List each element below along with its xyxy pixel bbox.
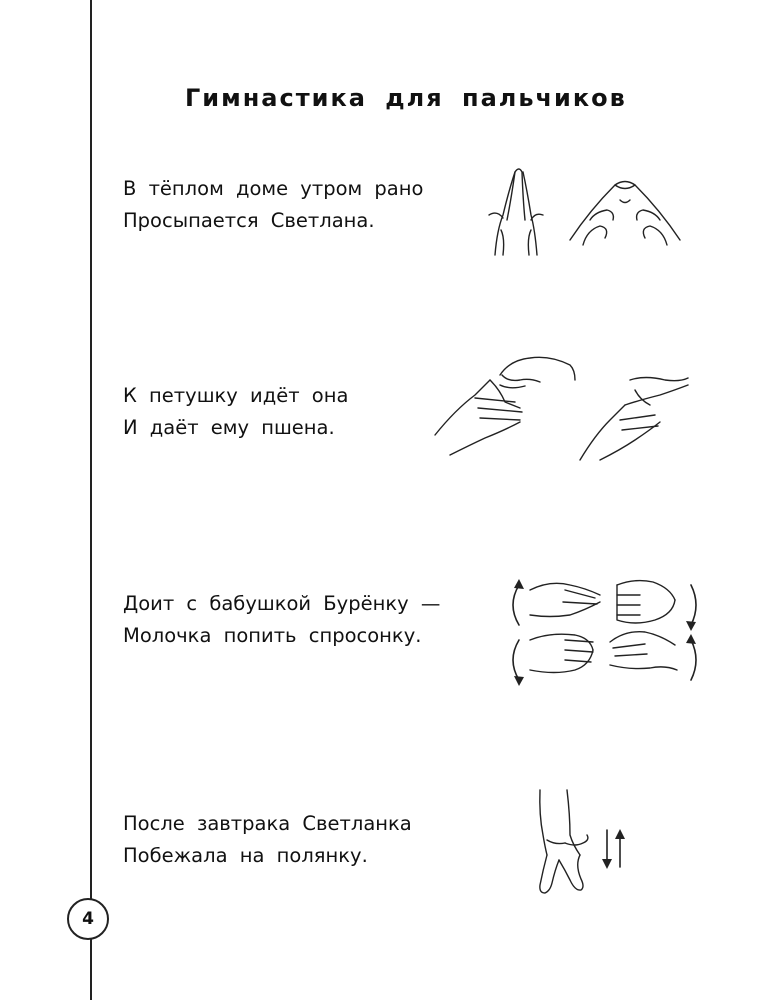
verse-4: [123, 808, 412, 872]
hands-feeding-illustration: [430, 350, 695, 465]
hand-running-fingers-illustration: [525, 785, 635, 900]
verse-2: [123, 380, 348, 444]
verse-1: [123, 173, 423, 237]
page-title: Гимнастика для пальчиков: [185, 84, 627, 112]
verse-line: К петушку идёт она: [123, 384, 349, 407]
verse-line: Побежала на полянку.: [123, 844, 368, 867]
verse-line: Доит с бабушкой Бурёнку —: [123, 592, 441, 615]
hands-milking-illustration: [505, 570, 700, 695]
verse-line: После завтрака Светланка: [123, 812, 412, 835]
verse-line: Молочка попить спросонку.: [123, 624, 422, 647]
page-number-badge: 4: [67, 898, 109, 940]
hands-roof-illustration: [475, 160, 705, 260]
verse-line: Просыпается Светлана.: [123, 209, 375, 232]
verse-line: И даёт ему пшена.: [123, 416, 335, 439]
verse-3: [123, 588, 440, 652]
verse-line: В тёплом доме утром рано: [123, 177, 424, 200]
margin-line: [90, 0, 92, 1000]
